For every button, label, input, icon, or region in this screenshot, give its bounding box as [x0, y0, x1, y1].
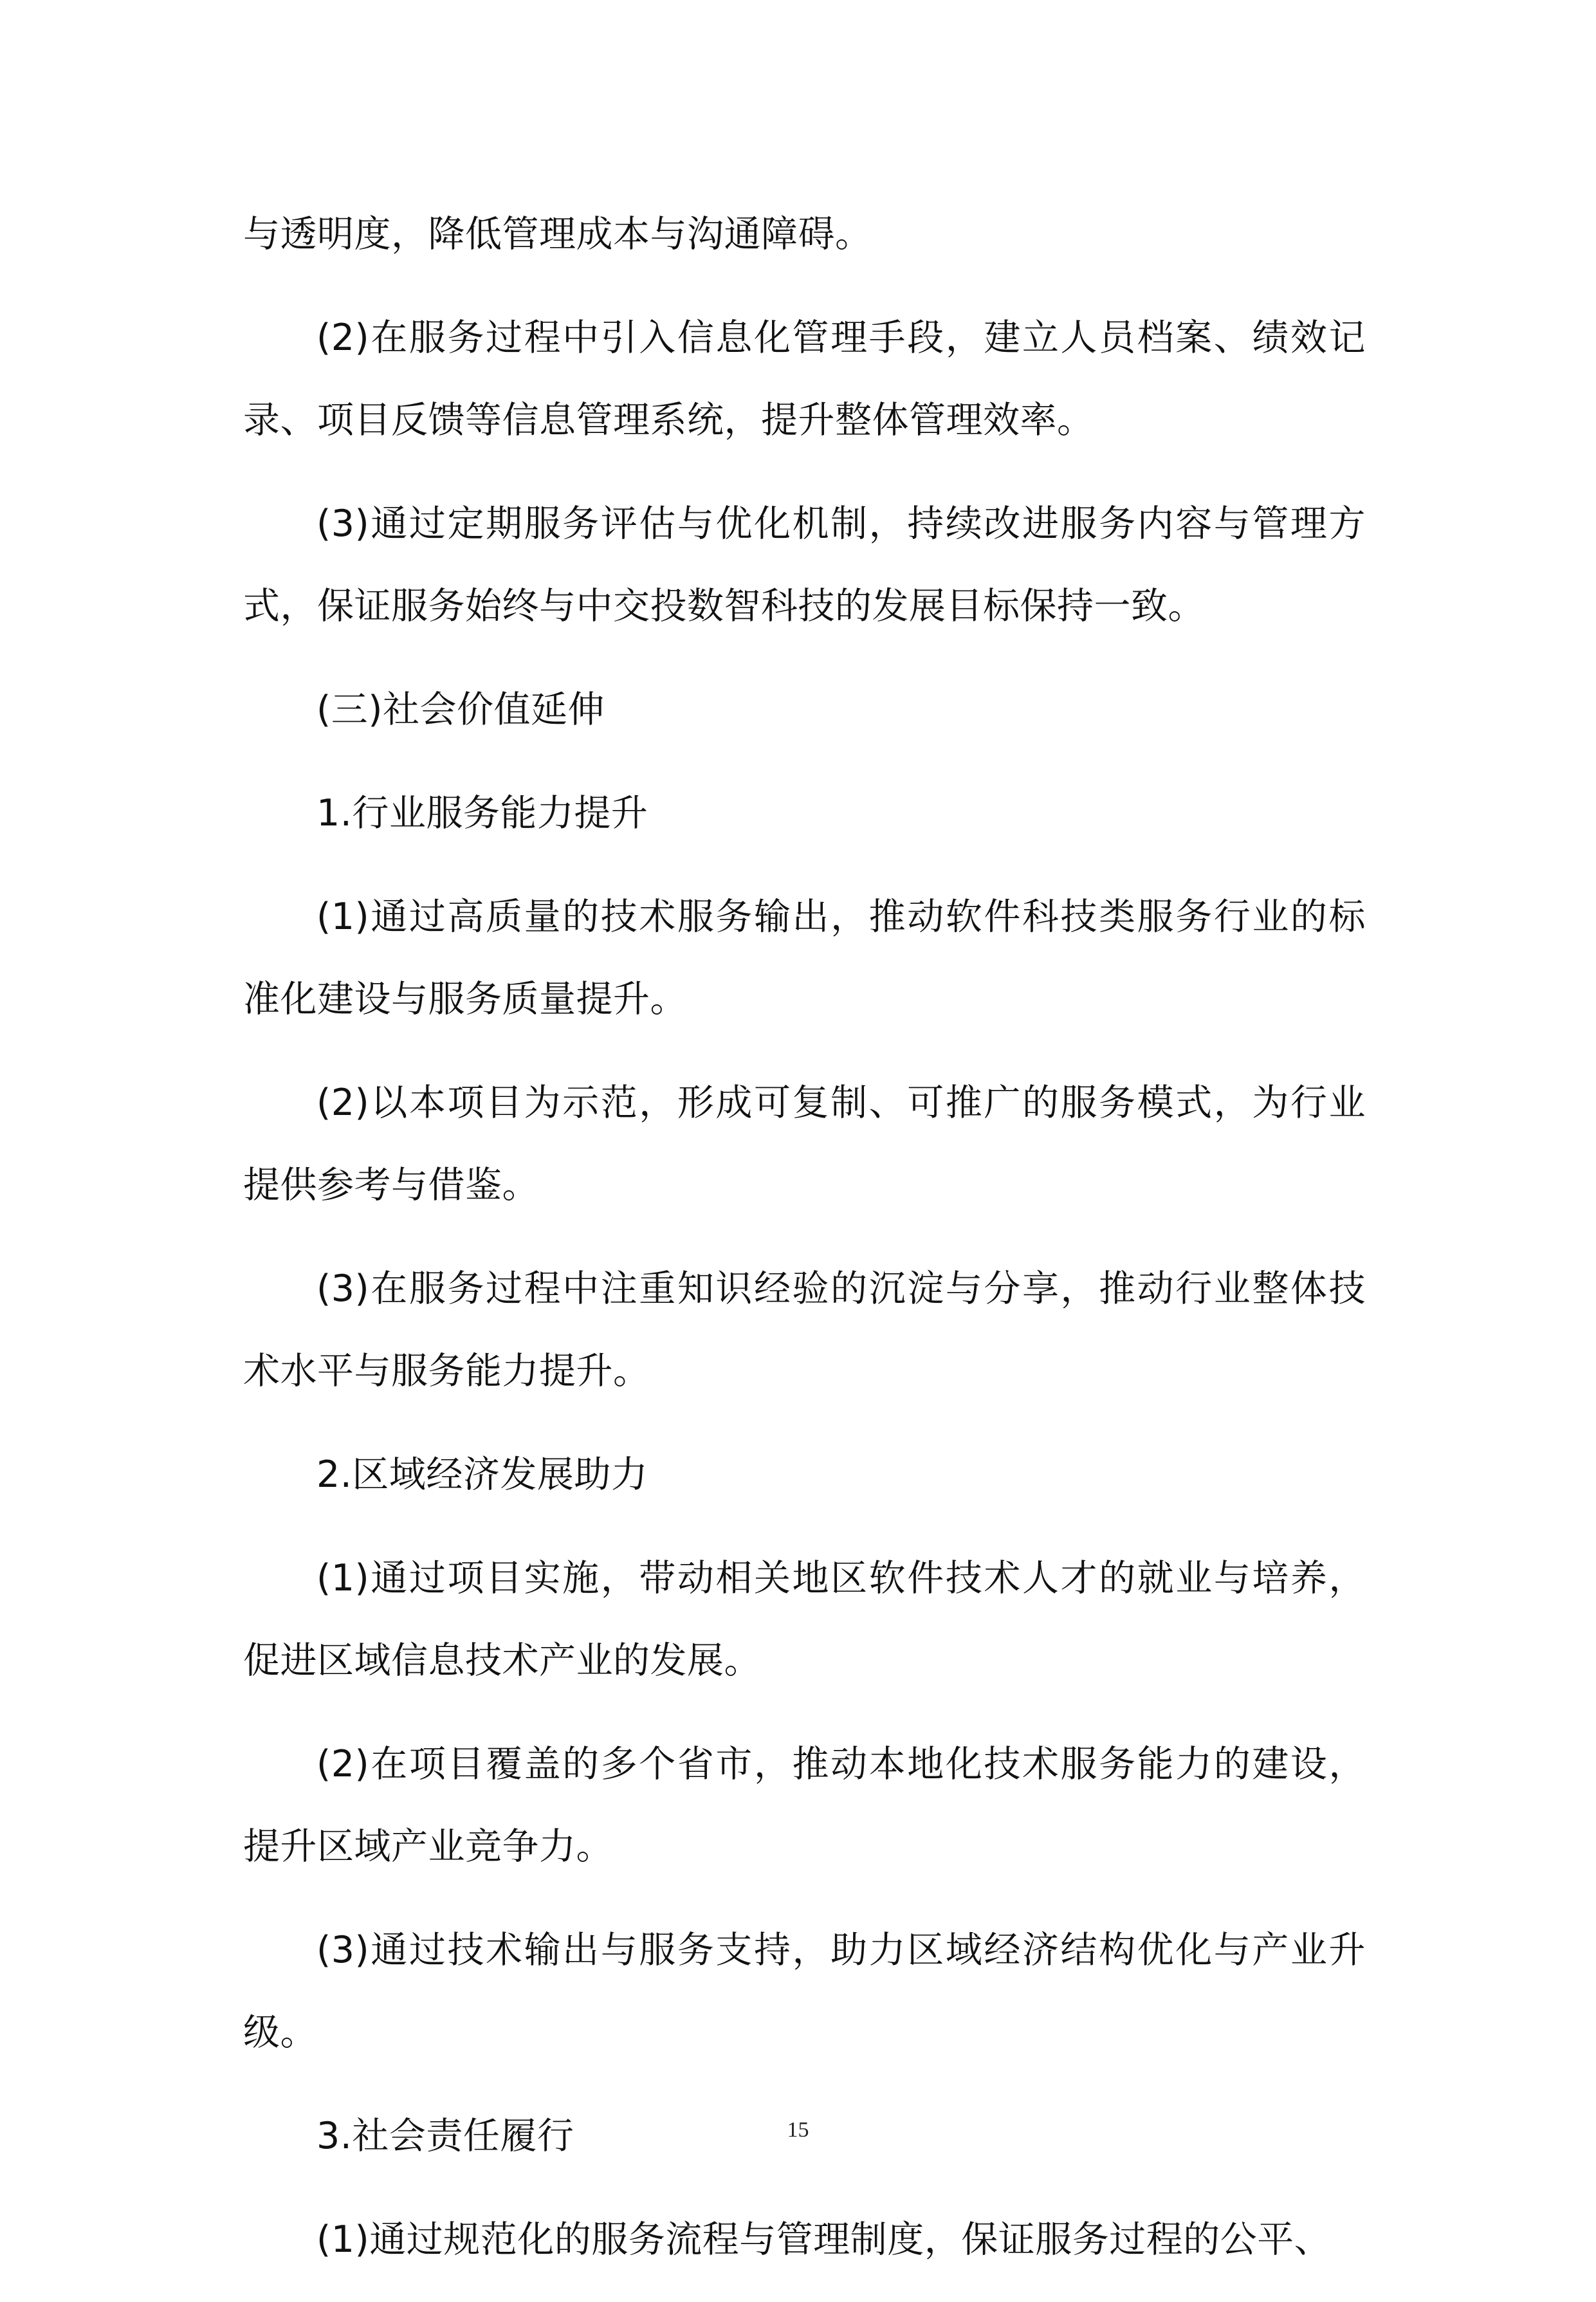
paragraph-continuation: 与透明度，降低管理成本与沟通障碍。: [243, 213, 872, 255]
page-number: 15: [787, 2118, 809, 2142]
subheading-social-responsibility: 3.社会责任履行: [316, 2115, 574, 2157]
subheading-regional-economy: 2.区域经济发展助力: [316, 1453, 648, 1496]
section-heading-social-value: (三)社会价值延伸: [316, 688, 605, 731]
body-text: [243, 193, 1366, 2302]
paragraph-2-local-capability: (2)在项目覆盖的多个省市，推动本地化技术服务能力的建设，提升区域产业竞争力。: [243, 1743, 1366, 1868]
paragraph-1-talent-employment: (1)通过项目实施，带动相关地区软件技术人才的就业与培养，促进区域信息技术产业的发展。: [243, 1557, 1366, 1682]
paragraph-1-standardized-process: (1)通过规范化的服务流程与管理制度，保证服务过程的公平、: [316, 2218, 1332, 2261]
subheading-industry-capability: 1.行业服务能力提升: [316, 792, 648, 834]
paragraph-3-structure-optimization: (3)通过技术输出与服务支持，助力区域经济结构优化与产业升级。: [243, 1929, 1366, 2054]
paragraph-2-info-management: (2)在服务过程中引入信息化管理手段，建立人员档案、绩效记录、项目反馈等信息管理系统，提升整体管理效率。: [243, 317, 1366, 441]
paragraph-1-tech-output: (1)通过高质量的技术服务输出，推动软件科技类服务行业的标准化建设与服务质量提升。: [243, 896, 1366, 1020]
paragraph-2-demo-model: (2)以本项目为示范，形成可复制、可推广的服务模式，为行业提供参考与借鉴。: [243, 1082, 1366, 1206]
paragraph-3-service-evaluation: (3)通过定期服务评估与优化机制，持续改进服务内容与管理方式，保证服务始终与中交投数智科技的发展目标保持一致。: [243, 502, 1366, 627]
paragraph-3-knowledge-sharing: (3)在服务过程中注重知识经验的沉淀与分享，推动行业整体技术水平与服务能力提升。: [243, 1267, 1366, 1392]
